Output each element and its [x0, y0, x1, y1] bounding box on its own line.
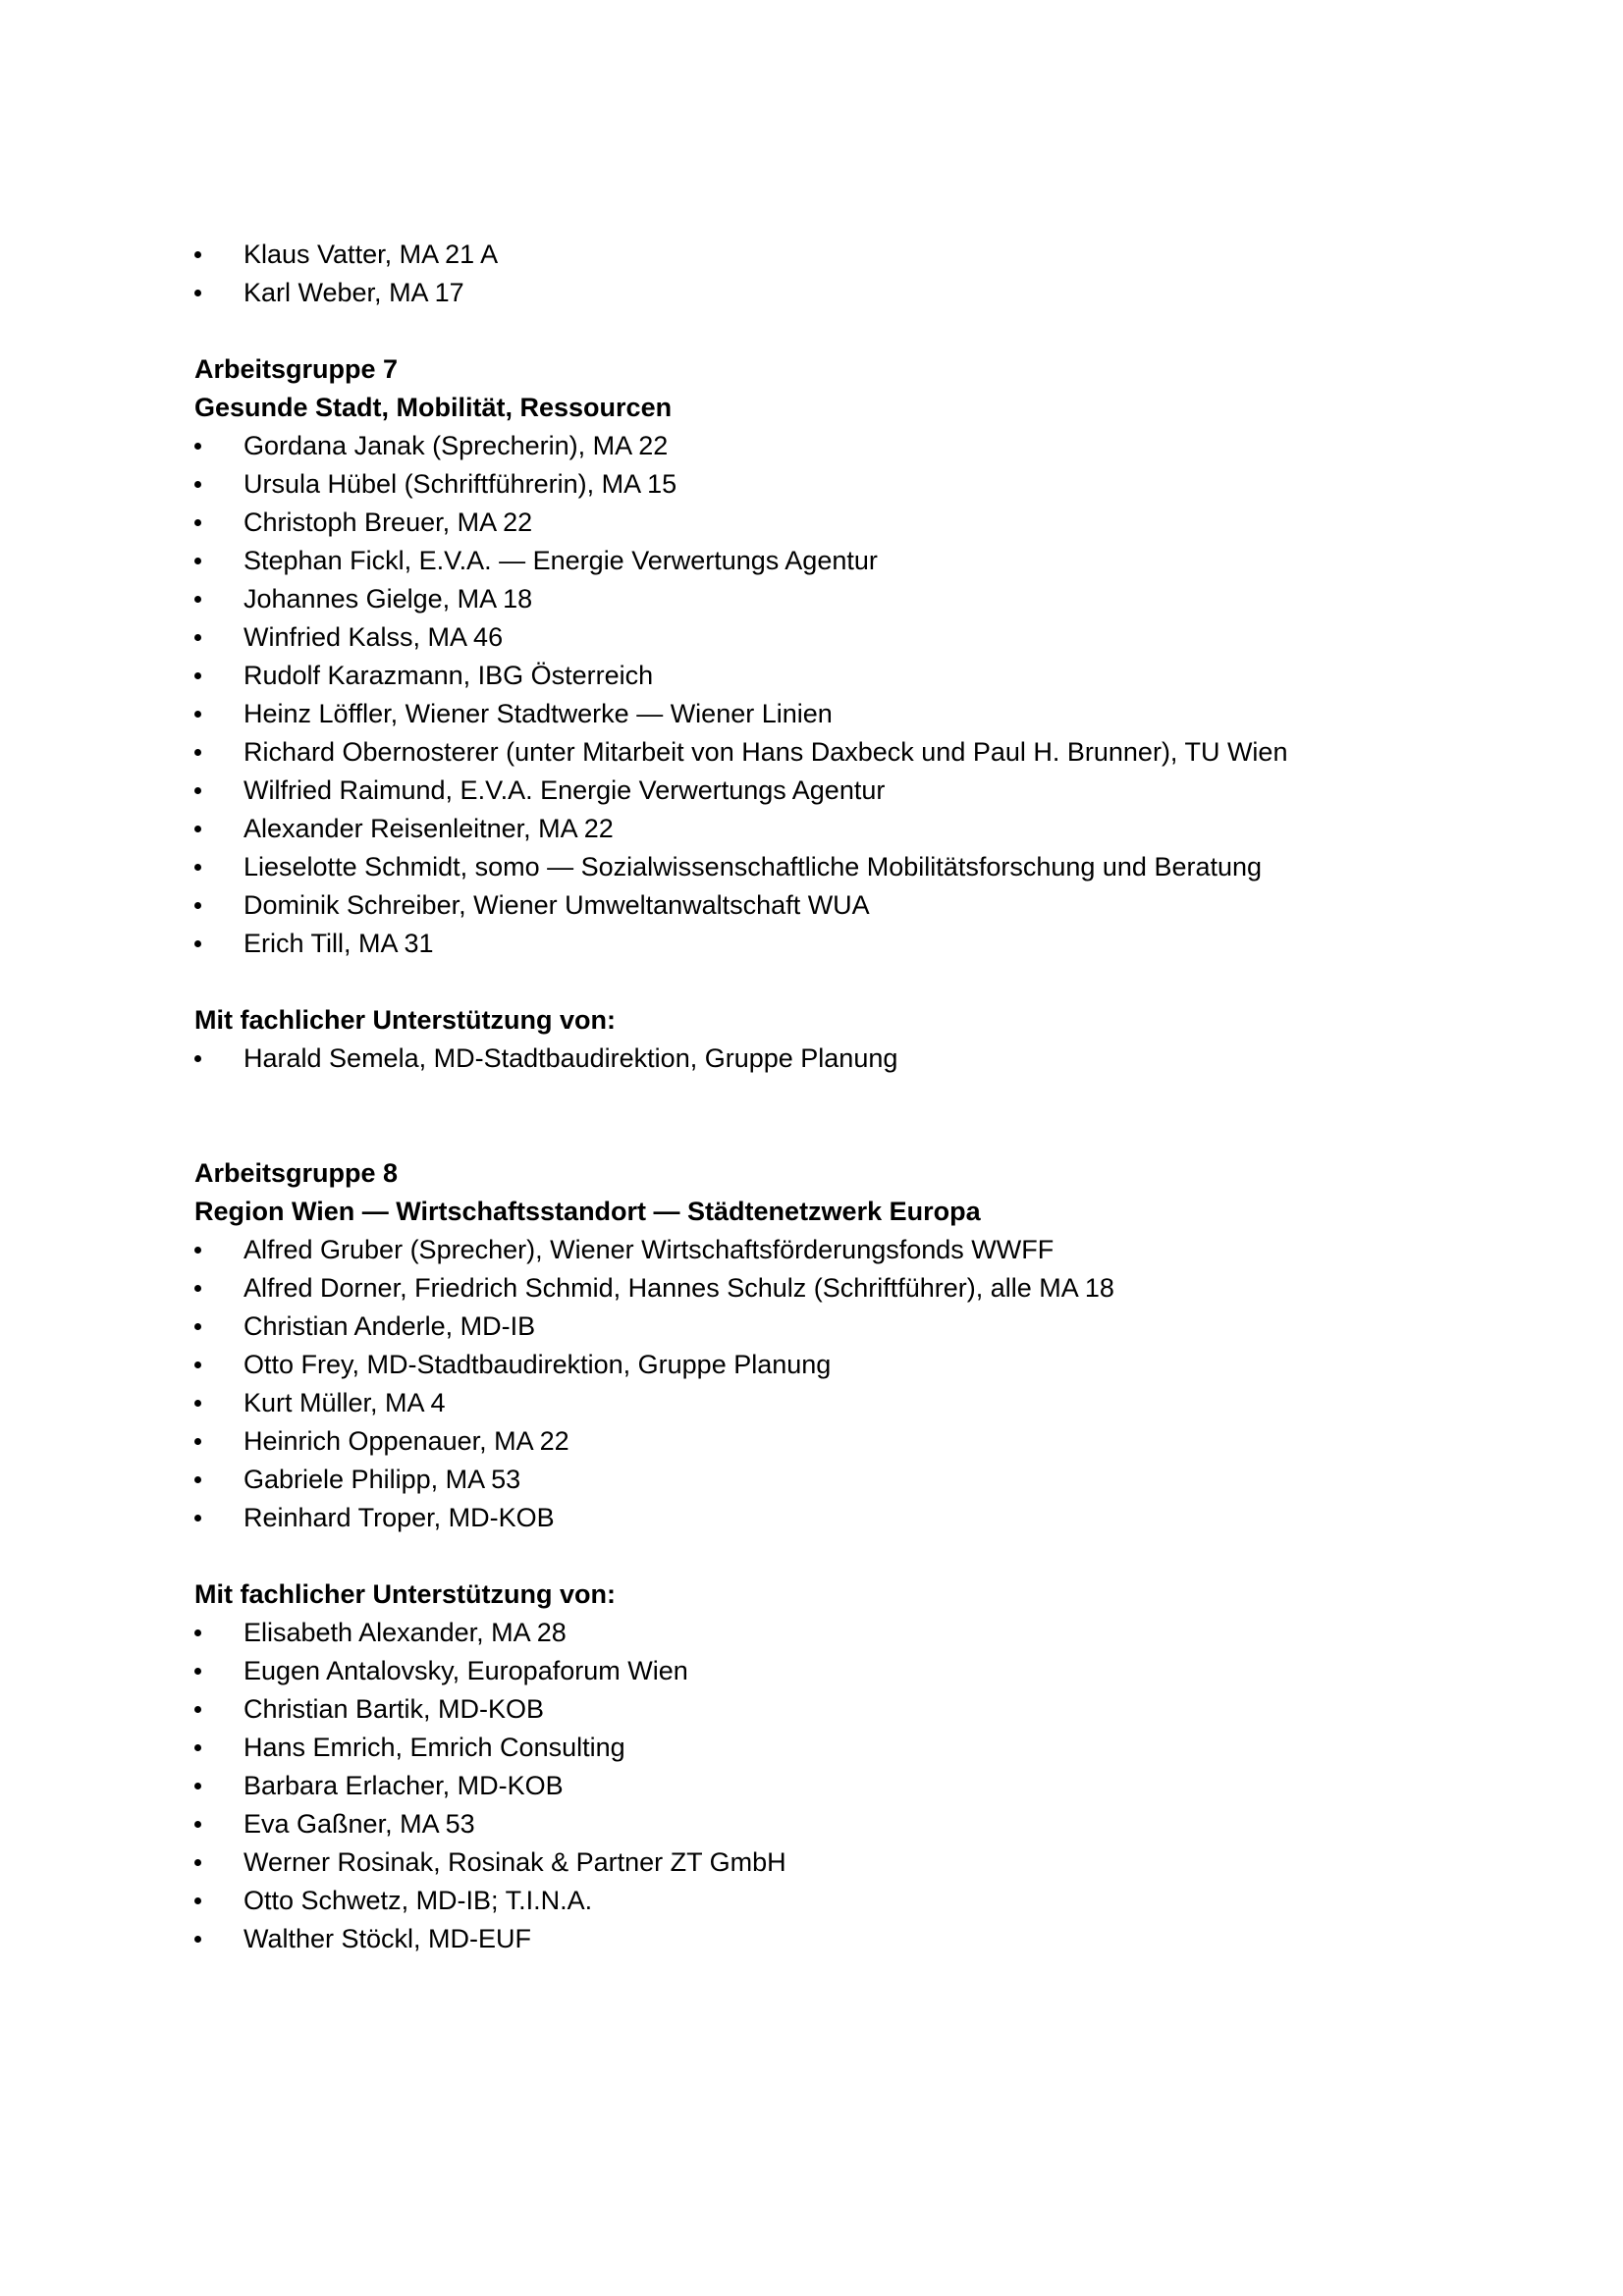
bullet-icon [194, 634, 201, 641]
group-7-members-list [194, 427, 1432, 963]
list-item [194, 1882, 1432, 1920]
group-8-heading: Arbeitsgruppe 8 [194, 1158, 399, 1188]
spacer [194, 1078, 1432, 1154]
list-item-text: Barbara Erlacher, MD-KOB [243, 1771, 564, 1800]
bullet-icon [194, 1476, 201, 1483]
list-item [194, 1652, 1432, 1690]
list-item [194, 465, 1432, 504]
bullet-icon [194, 902, 201, 909]
bullet-icon [194, 1629, 201, 1636]
bullet-icon [194, 1897, 201, 1904]
group-8-subheading: Region Wien — Wirtschaftsstandort — Städtenetzwerk Europa [194, 1197, 981, 1226]
bullet-icon [194, 1821, 201, 1828]
bullet-icon [194, 1936, 201, 1943]
bullet-icon [194, 864, 201, 871]
list-item-text: Otto Schwetz, MD-IB; T.I.N.A. [243, 1886, 593, 1915]
document-page [194, 236, 1432, 1958]
group-7-section [194, 350, 1432, 1078]
list-item-text: Eva Gaßner, MA 53 [243, 1809, 475, 1839]
list-item-text: Heinz Löffler, Wiener Stadtwerke — Wiener Linien [243, 699, 833, 728]
list-item [194, 1384, 1432, 1422]
list-item-text: Eugen Antalovsky, Europaforum Wien [243, 1656, 688, 1685]
group-8-members-list [194, 1231, 1432, 1537]
bullet-icon [194, 1744, 201, 1751]
list-item [194, 236, 1432, 274]
list-item-text: Otto Frey, MD-Stadtbaudirektion, Gruppe Planung [243, 1350, 832, 1379]
list-item [194, 1346, 1432, 1384]
list-item [194, 886, 1432, 925]
bullet-icon [194, 1055, 201, 1062]
list-item-text: Rudolf Karazmann, IBG Österreich [243, 661, 654, 690]
bullet-icon [194, 519, 201, 526]
list-item-text: Elisabeth Alexander, MA 28 [243, 1618, 567, 1647]
list-item [194, 1461, 1432, 1499]
list-item [194, 925, 1432, 963]
list-item [194, 618, 1432, 657]
bullet-icon [194, 1706, 201, 1713]
list-item [194, 1690, 1432, 1729]
group-8-section [194, 1154, 1432, 1958]
list-item-text: Gordana Janak (Sprecherin), MA 22 [243, 431, 669, 460]
bullet-icon [194, 749, 201, 756]
list-item-text: Kurt Müller, MA 4 [243, 1388, 446, 1417]
list-item [194, 1231, 1432, 1269]
spacer [194, 1537, 1432, 1575]
bullet-icon [194, 1668, 201, 1675]
list-item-text: Klaus Vatter, MA 21 A [243, 240, 499, 269]
bullet-icon [194, 558, 201, 564]
list-item [194, 1040, 1432, 1078]
group-7-support-list [194, 1040, 1432, 1078]
list-item-text: Christian Anderle, MD-IB [243, 1311, 536, 1341]
list-item-text: Karl Weber, MA 17 [243, 278, 464, 307]
list-item-text: Gabriele Philipp, MA 53 [243, 1465, 521, 1494]
list-item [194, 657, 1432, 695]
bullet-icon [194, 711, 201, 718]
bullet-icon [194, 826, 201, 832]
list-item [194, 1920, 1432, 1958]
list-item [194, 848, 1432, 886]
group-8-support-list [194, 1614, 1432, 1958]
list-item-text: Erich Till, MA 31 [243, 929, 434, 958]
bullet-icon [194, 290, 201, 296]
bullet-icon [194, 787, 201, 794]
bullet-icon [194, 1247, 201, 1254]
list-item-text: Heinrich Oppenauer, MA 22 [243, 1426, 569, 1456]
bullet-icon [194, 1438, 201, 1445]
bullet-icon [194, 1323, 201, 1330]
bullet-icon [194, 481, 201, 488]
list-item-text: Christoph Breuer, MA 22 [243, 507, 533, 537]
list-item-text: Walther Stöckl, MD-EUF [243, 1924, 532, 1953]
spacer [194, 312, 1432, 350]
list-item [194, 580, 1432, 618]
group-7-heading: Arbeitsgruppe 7 [194, 354, 399, 384]
list-item [194, 733, 1432, 772]
list-item [194, 1269, 1432, 1308]
bullet-icon [194, 940, 201, 947]
spacer [194, 963, 1432, 1001]
intro-list [194, 236, 1432, 312]
list-item-text: Lieselotte Schmidt, somo — Sozialwissenschaftliche Mobilitätsforschung und Beratung [243, 852, 1263, 881]
list-item [194, 427, 1432, 465]
list-item [194, 1499, 1432, 1537]
list-item [194, 1805, 1432, 1843]
list-item-text: Winfried Kalss, MA 46 [243, 622, 504, 652]
list-item [194, 1308, 1432, 1346]
group-7-support-heading: Mit fachlicher Unterstützung von: [194, 1005, 617, 1035]
list-item-text: Alfred Gruber (Sprecher), Wiener Wirtschaftsförderungsfonds WWFF [243, 1235, 1055, 1264]
list-item-text: Alfred Dorner, Friedrich Schmid, Hannes Schulz (Schriftführer), alle MA 18 [243, 1273, 1114, 1303]
bullet-icon [194, 251, 201, 258]
bullet-icon [194, 1362, 201, 1368]
list-item [194, 1843, 1432, 1882]
list-item [194, 772, 1432, 810]
list-item-text: Stephan Fickl, E.V.A. — Energie Verwertungs Agentur [243, 546, 878, 575]
bullet-icon [194, 1515, 201, 1522]
group-7-subheading: Gesunde Stadt, Mobilität, Ressourcen [194, 393, 673, 422]
bullet-icon [194, 1285, 201, 1292]
list-item-text: Ursula Hübel (Schriftführerin), MA 15 [243, 469, 677, 499]
list-item [194, 1614, 1432, 1652]
list-item [194, 542, 1432, 580]
list-item [194, 504, 1432, 542]
list-item-text: Dominik Schreiber, Wiener Umweltanwaltschaft WUA [243, 890, 870, 920]
bullet-icon [194, 596, 201, 603]
bullet-icon [194, 1859, 201, 1866]
list-item-text: Richard Obernosterer (unter Mitarbeit von Hans Daxbeck und Paul H. Brunner), TU Wien [243, 737, 1288, 767]
list-item [194, 695, 1432, 733]
list-item-text: Harald Semela, MD-Stadtbaudirektion, Gruppe Planung [243, 1043, 898, 1073]
list-item [194, 274, 1432, 312]
list-item-text: Wilfried Raimund, E.V.A. Energie Verwertungs Agentur [243, 775, 886, 805]
list-item-text: Hans Emrich, Emrich Consulting [243, 1733, 625, 1762]
bullet-icon [194, 1783, 201, 1789]
list-item [194, 810, 1432, 848]
list-item-text: Reinhard Troper, MD-KOB [243, 1503, 555, 1532]
list-item-text: Johannes Gielge, MA 18 [243, 584, 533, 614]
list-item [194, 1422, 1432, 1461]
list-item-text: Werner Rosinak, Rosinak & Partner ZT GmbH [243, 1847, 786, 1877]
list-item [194, 1729, 1432, 1767]
list-item-text: Christian Bartik, MD-KOB [243, 1694, 545, 1724]
bullet-icon [194, 1400, 201, 1407]
list-item [194, 1767, 1432, 1805]
bullet-icon [194, 672, 201, 679]
bullet-icon [194, 443, 201, 450]
group-8-support-heading: Mit fachlicher Unterstützung von: [194, 1579, 617, 1609]
list-item-text: Alexander Reisenleitner, MA 22 [243, 814, 614, 843]
